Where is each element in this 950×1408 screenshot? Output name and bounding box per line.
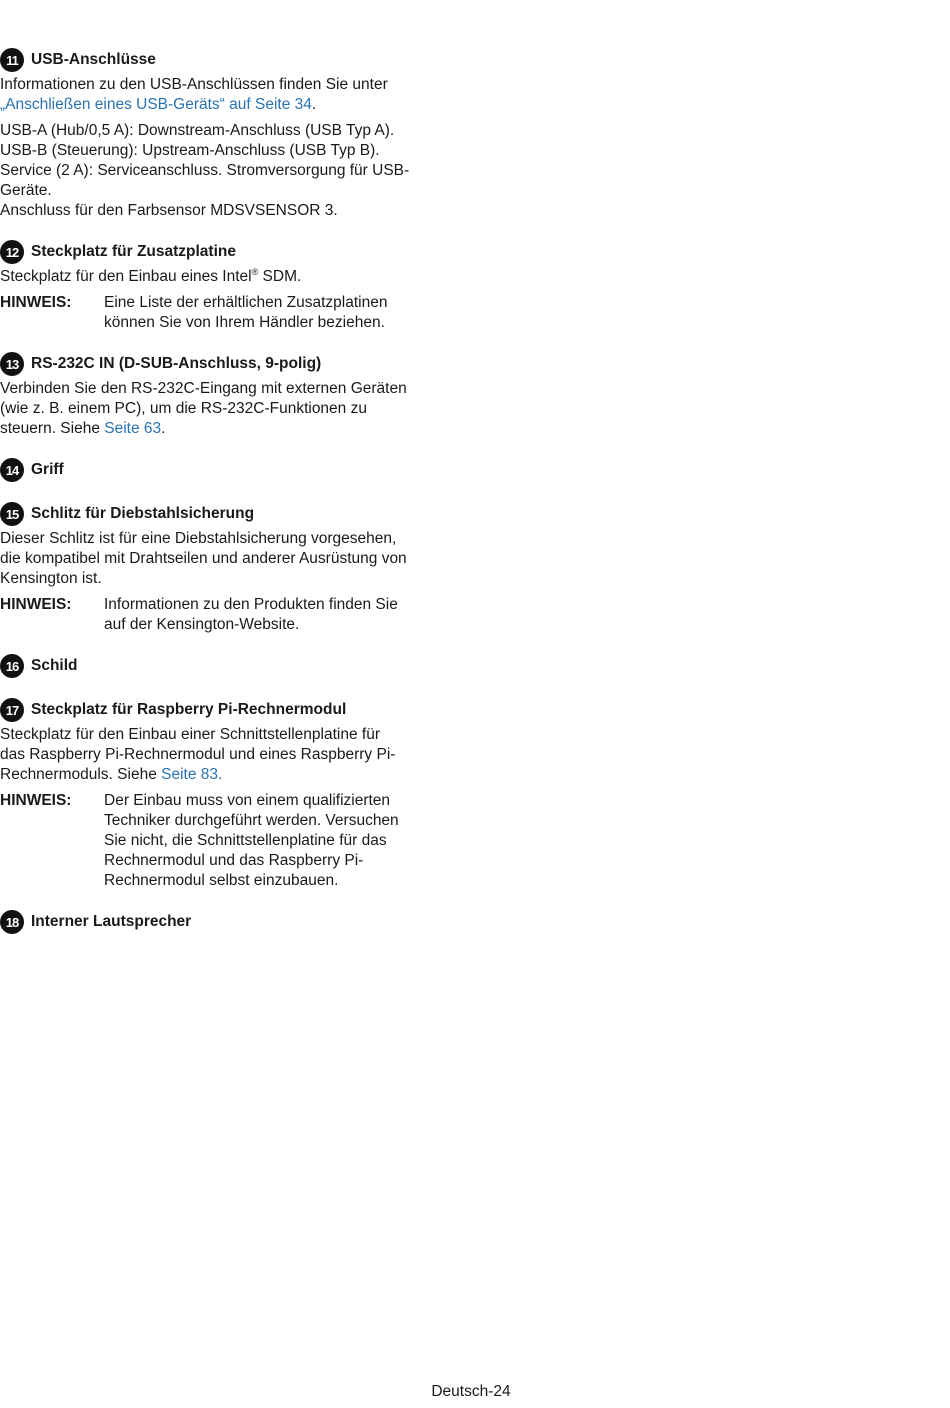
- note: [0, 791, 445, 891]
- section-title: USB-Anschlüsse: [31, 51, 156, 68]
- note-label: HINWEIS:: [0, 596, 72, 613]
- text-line: Techniker durchgeführt werden. Versuchen: [104, 812, 399, 829]
- note-text: [104, 595, 445, 635]
- note-label: HINWEIS:: [0, 294, 72, 311]
- link-page-83[interactable]: Seite 83: [161, 766, 219, 783]
- section-title: RS-232C IN (D-SUB-Anschluss, 9-polig): [31, 355, 322, 372]
- section-heading: [0, 47, 445, 73]
- text-part: Steckplatz für den Einbau eines Intel: [0, 268, 252, 285]
- page-footer: [0, 1383, 950, 1401]
- section-heading: [0, 239, 445, 265]
- note: [0, 595, 445, 635]
- text-line: Eine Liste der erhältlichen Zusatzplatinen: [104, 294, 388, 311]
- page-number: Deutsch-24: [431, 1383, 511, 1400]
- section-title: Schlitz für Diebstahlsicherung: [31, 505, 255, 522]
- text-punctuation: .: [311, 96, 317, 113]
- text-line: (wie z. B. einem PC), um die RS-232C-Funktionen zu: [0, 400, 367, 417]
- number-badge-icon: 17: [0, 698, 24, 722]
- text-punctuation: .: [161, 420, 166, 437]
- paragraph: [0, 121, 445, 221]
- text-line: Dieser Schlitz ist für eine Diebstahlsicherung vorgesehen,: [0, 530, 397, 547]
- text-line: Verbinden Sie den RS-232C-Eingang mit externen Geräten: [0, 380, 407, 397]
- section-heading: [0, 501, 445, 527]
- section-title: Steckplatz für Zusatzplatine: [31, 243, 236, 260]
- section-raspberry-pi-slot: [0, 697, 445, 891]
- number-badge-icon: 14: [0, 458, 24, 482]
- section-heading: [0, 909, 445, 935]
- section-title: Steckplatz für Raspberry Pi-Rechnermodul: [31, 701, 347, 718]
- text-line: USB-A (Hub/0,5 A): Downstream-Anschluss (USB Typ A).: [0, 122, 395, 139]
- number-badge-icon: 12: [0, 240, 24, 264]
- section-internal-speaker: [0, 909, 445, 935]
- text-line: Informationen zu den USB-Anschlüssen finden Sie unter: [0, 76, 388, 93]
- text-line: Anschluss für den Farbsensor MDSVSENSOR 3.: [0, 202, 338, 219]
- section-title: Interner Lautsprecher: [31, 913, 192, 930]
- note-text: [104, 293, 445, 333]
- text-line: Geräte.: [0, 182, 52, 199]
- text-line: Rechnermodul und das Raspberry Pi-: [104, 852, 364, 869]
- text-line: Kensington ist.: [0, 570, 102, 587]
- text-line: Steckplatz für den Einbau einer Schnittstellenplatine für: [0, 726, 380, 743]
- text-line: das Raspberry Pi-Rechnermodul und eines Raspberry Pi-: [0, 746, 396, 763]
- number-badge-icon: 18: [0, 910, 24, 934]
- text-line: Rechnermodul selbst einzubauen.: [104, 872, 339, 889]
- section-heading: [0, 351, 445, 377]
- text-line: Der Einbau muss von einem qualifizierten: [104, 792, 391, 809]
- text-line: können Sie von Ihrem Händler beziehen.: [104, 314, 385, 331]
- number-badge-icon: 15: [0, 502, 24, 526]
- paragraph: [0, 75, 445, 115]
- link-page-63[interactable]: Seite 63: [104, 420, 162, 437]
- note-text: [104, 791, 445, 891]
- text-part: SDM.: [258, 268, 302, 285]
- note-label: HINWEIS:: [0, 792, 72, 809]
- section-handle: [0, 457, 445, 483]
- text-line: Sie nicht, die Schnittstellenplatine für das: [104, 832, 387, 849]
- section-heading: [0, 653, 445, 679]
- text-part: Rechnermoduls. Siehe: [0, 766, 162, 783]
- number-badge-icon: 16: [0, 654, 24, 678]
- paragraph: [0, 267, 445, 287]
- note: [0, 293, 445, 333]
- section-heading: [0, 697, 445, 723]
- text-line: Informationen zu den Produkten finden Sie: [104, 596, 398, 613]
- text-line: USB-B (Steuerung): Upstream-Anschluss (USB Typ B).: [0, 142, 380, 159]
- text-part: steuern. Siehe: [0, 420, 105, 437]
- section-usb-ports: [0, 47, 445, 221]
- section-heading: [0, 457, 445, 483]
- section-title: Schild: [31, 657, 78, 674]
- section-rs232c: [0, 351, 445, 439]
- paragraph: [0, 379, 445, 439]
- link-usb-connect[interactable]: „Anschließen eines USB-Geräts“ auf Seite 34: [0, 96, 312, 113]
- section-security-slot: [0, 501, 445, 635]
- number-badge-icon: 11: [0, 48, 24, 72]
- section-expansion-slot: [0, 239, 445, 333]
- text-line: Service (2 A): Serviceanschluss. Stromversorgung für USB-: [0, 162, 410, 179]
- text-punctuation: .: [218, 766, 223, 783]
- text-line: die kompatibel mit Drahtseilen und anderer Ausrüstung von: [0, 550, 407, 567]
- section-title: Griff: [31, 461, 64, 478]
- registered-mark: ®: [251, 266, 259, 277]
- paragraph: [0, 529, 445, 589]
- text-line: auf der Kensington-Website.: [104, 616, 300, 633]
- paragraph: [0, 725, 445, 785]
- content-column: [0, 47, 445, 953]
- section-label: [0, 653, 445, 679]
- number-badge-icon: 13: [0, 352, 24, 376]
